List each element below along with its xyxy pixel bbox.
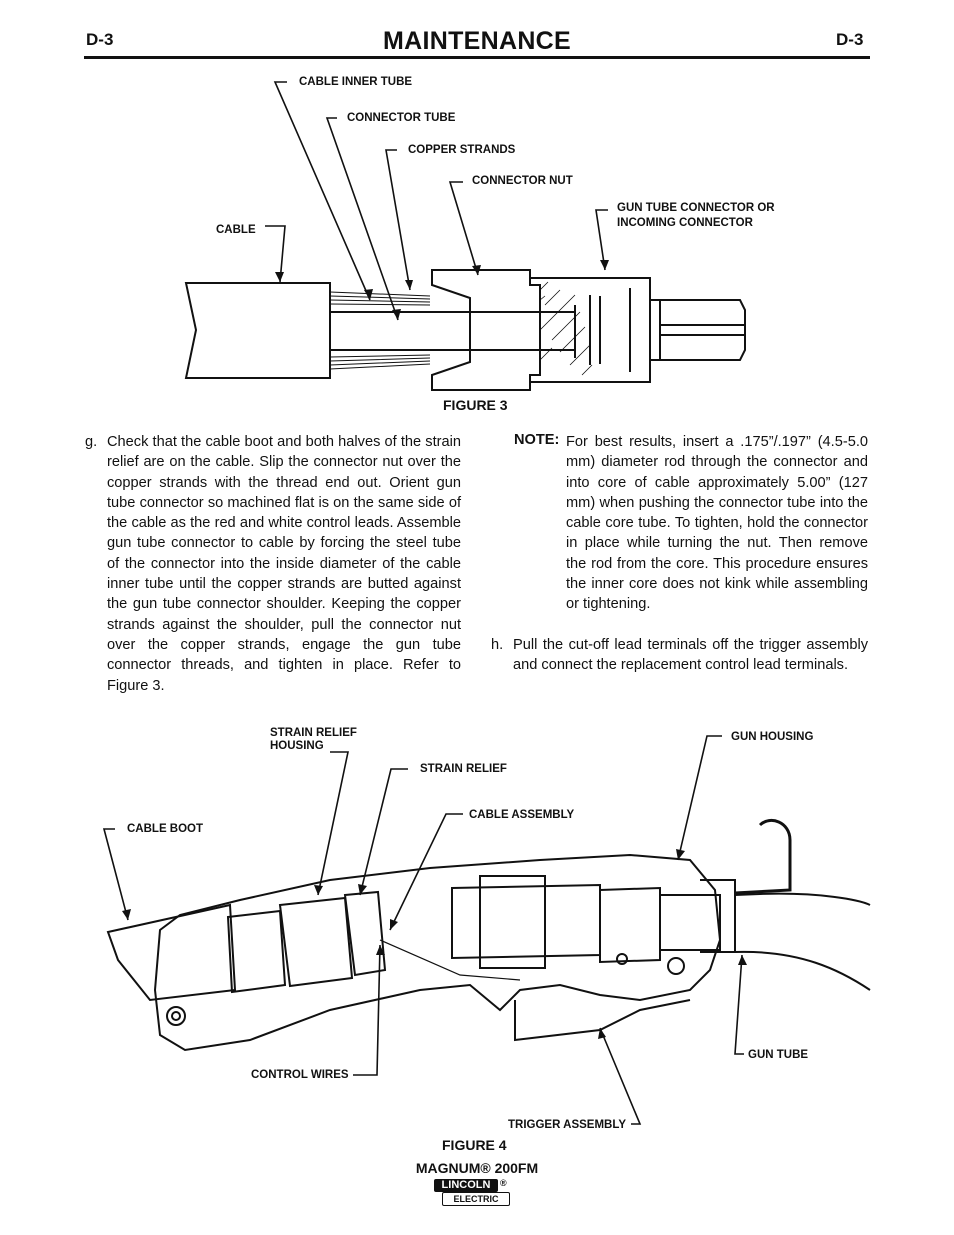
- step-g-marker: g.: [85, 434, 98, 450]
- logo-bottom-text: ELECTRIC: [442, 1192, 510, 1206]
- label-gun-tube: GUN TUBE: [748, 1049, 809, 1061]
- figure4-diagram: [0, 715, 954, 1155]
- label-copper-strands: COPPER STRANDS: [408, 144, 516, 156]
- product-name: MAGNUM® 200FM: [415, 1160, 539, 1176]
- label-gun-tube-connector-2: INCOMING CONNECTOR: [617, 217, 753, 229]
- label-gun-tube-connector-1: GUN TUBE CONNECTOR OR: [617, 202, 775, 214]
- logo-top-text: LINCOLN: [434, 1179, 498, 1192]
- label-cable: CABLE: [216, 224, 256, 236]
- figure4-caption: FIGURE 4: [442, 1137, 507, 1153]
- label-cable-boot: CABLE BOOT: [127, 823, 204, 835]
- label-strain-relief-housing-2: HOUSING: [270, 740, 324, 752]
- label-connector-tube: CONNECTOR TUBE: [347, 112, 456, 124]
- logo-registered-mark: ®: [500, 1178, 507, 1188]
- step-h-text: Pull the cut-off lead terminals off the trigger assembly and connect the replacement control lead terminals.: [513, 637, 868, 674]
- label-trigger-assembly: TRIGGER ASSEMBLY: [508, 1119, 626, 1131]
- label-control-wires: CONTROL WIRES: [251, 1069, 349, 1081]
- step-g: [85, 432, 461, 696]
- figure3-diagram: [0, 0, 954, 400]
- step-h: [491, 635, 868, 676]
- step-h-marker: h.: [491, 637, 504, 653]
- step-g-text: Check that the cable boot and both halves of the strain relief are on the cable. Slip the connector nut over the copper strands with the thread end out. Orient gun tube connector so machined flat is on the same side of the cable as the red and white control leads. Assemble gun tube connector to cable by forcing the steel tube of the connector into the inside diameter of the cable inner tube until the copper strands are butted against the gun tube connector shoulder. Keeping the copper strands against the shoulder, pull the connector nut over the copper strands, engage the gun tube connector threads, and tighten in place. Refer to Figure 3.: [107, 434, 461, 694]
- label-cable-inner-tube: CABLE INNER TUBE: [299, 76, 413, 88]
- label-gun-housing: GUN HOUSING: [731, 731, 814, 743]
- label-strain-relief: STRAIN RELIEF: [420, 763, 507, 775]
- note-label: NOTE:: [514, 432, 560, 448]
- page-title: MAINTENANCE: [382, 27, 572, 55]
- section-code-left: D-3: [86, 30, 114, 49]
- label-strain-relief-housing-1: STRAIN RELIEF: [270, 727, 357, 739]
- label-cable-assembly: CABLE ASSEMBLY: [469, 809, 575, 821]
- figure3-caption: FIGURE 3: [443, 397, 508, 413]
- label-connector-nut: CONNECTOR NUT: [472, 175, 573, 187]
- lincoln-electric-logo: [434, 1179, 510, 1206]
- note-text: For best results, insert a .175”/.197” (4.5-5.0 mm) diameter rod through the connector and into core of cable approximately 5.00” (127 mm) when pushing the connector tube into the cable core tube. To tighten, hold the connector in place while turning the nut. Then remove the rod from the core. This procedure ensures the inner core does not kink while assembling or tightening.: [566, 434, 868, 613]
- section-code-right: D-3: [836, 30, 864, 49]
